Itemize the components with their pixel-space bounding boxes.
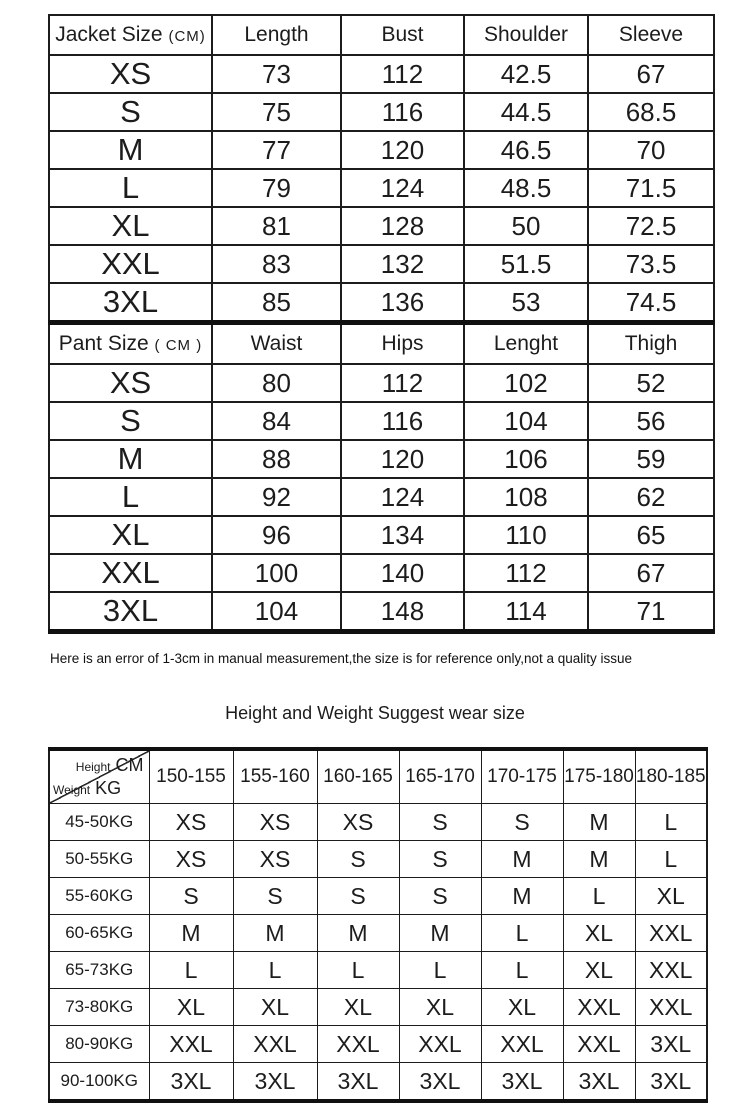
jacket-size-label: Jacket Size bbox=[55, 23, 163, 46]
table-row bbox=[49, 55, 714, 93]
pant-size-header bbox=[49, 323, 212, 365]
table-row bbox=[49, 131, 714, 169]
height-weight-diagonal-header bbox=[49, 749, 149, 804]
size-value-cell: 73.5 bbox=[588, 245, 714, 283]
table-row bbox=[49, 989, 707, 1026]
size-value-cell: 112 bbox=[341, 364, 464, 402]
jacket-size-unit: (CM) bbox=[168, 28, 206, 45]
suggested-size-cell: XL bbox=[635, 878, 707, 915]
suggested-size-cell: L bbox=[149, 952, 233, 989]
table-row bbox=[49, 207, 714, 245]
suggested-size-cell: M bbox=[399, 915, 481, 952]
suggested-size-cell: S bbox=[233, 878, 317, 915]
size-value-cell: 112 bbox=[464, 554, 588, 592]
size-value-cell: 71.5 bbox=[588, 169, 714, 207]
size-value-cell: 88 bbox=[212, 440, 341, 478]
size-value-cell: 120 bbox=[341, 131, 464, 169]
weight-corner-label bbox=[53, 778, 121, 799]
measurement-note: Here is an error of 1-3cm in manual measurement,the size is for reference only,not a quality issue bbox=[50, 651, 633, 666]
suggested-size-cell: 3XL bbox=[399, 1063, 481, 1102]
size-value-cell: 79 bbox=[212, 169, 341, 207]
suggested-size-cell: 3XL bbox=[635, 1026, 707, 1063]
size-value-cell: 51.5 bbox=[464, 245, 588, 283]
suggested-size-cell: XS bbox=[149, 841, 233, 878]
suggested-size-cell: L bbox=[233, 952, 317, 989]
suggested-size-cell: M bbox=[233, 915, 317, 952]
table-row bbox=[49, 915, 707, 952]
suggested-size-cell: L bbox=[563, 878, 635, 915]
suggested-size-cell: XXL bbox=[635, 915, 707, 952]
size-label: XL bbox=[49, 516, 212, 554]
size-value-cell: 73 bbox=[212, 55, 341, 93]
size-value-cell: 104 bbox=[212, 592, 341, 632]
size-label: S bbox=[49, 402, 212, 440]
suggested-size-cell: XXL bbox=[563, 989, 635, 1026]
column-header: Hips bbox=[341, 323, 464, 365]
size-value-cell: 102 bbox=[464, 364, 588, 402]
size-value-cell: 44.5 bbox=[464, 93, 588, 131]
weight-range-label: 73-80KG bbox=[49, 989, 149, 1026]
suggested-size-cell: XXL bbox=[317, 1026, 399, 1063]
suggested-size-cell: XL bbox=[317, 989, 399, 1026]
jacket-pant-size-table bbox=[48, 14, 715, 634]
size-value-cell: 128 bbox=[341, 207, 464, 245]
size-value-cell: 74.5 bbox=[588, 283, 714, 323]
suggested-size-cell: M bbox=[481, 878, 563, 915]
height-range-header: 160-165 bbox=[317, 749, 399, 804]
suggested-size-cell: S bbox=[399, 841, 481, 878]
column-header: Sleeve bbox=[588, 15, 714, 55]
size-value-cell: 110 bbox=[464, 516, 588, 554]
suggested-size-cell: L bbox=[635, 804, 707, 841]
suggested-size-cell: XL bbox=[481, 989, 563, 1026]
size-label: XXL bbox=[49, 245, 212, 283]
suggested-size-cell: XXL bbox=[481, 1026, 563, 1063]
suggested-size-cell: XL bbox=[563, 952, 635, 989]
size-value-cell: 46.5 bbox=[464, 131, 588, 169]
size-label: 3XL bbox=[49, 283, 212, 323]
size-value-cell: 80 bbox=[212, 364, 341, 402]
weight-unit: KG bbox=[95, 778, 122, 798]
suggested-size-cell: XL bbox=[149, 989, 233, 1026]
suggested-size-cell: XL bbox=[233, 989, 317, 1026]
suggested-size-cell: L bbox=[399, 952, 481, 989]
pant-size-unit: ( CM ) bbox=[154, 337, 203, 354]
column-header: Thigh bbox=[588, 323, 714, 365]
suggest-header-row bbox=[49, 749, 707, 804]
size-label: 3XL bbox=[49, 592, 212, 632]
suggest-table-title: Height and Weight Suggest wear size bbox=[225, 703, 525, 723]
weight-range-label: 90-100KG bbox=[49, 1063, 149, 1102]
column-header: Length bbox=[212, 15, 341, 55]
suggested-size-cell: XS bbox=[233, 841, 317, 878]
table-row bbox=[49, 1063, 707, 1102]
weight-range-label: 45-50KG bbox=[49, 804, 149, 841]
suggested-size-cell: 3XL bbox=[481, 1063, 563, 1102]
table-row bbox=[49, 952, 707, 989]
size-value-cell: 56 bbox=[588, 402, 714, 440]
table-row bbox=[49, 478, 714, 516]
height-range-header: 150-155 bbox=[149, 749, 233, 804]
table-row bbox=[49, 592, 714, 632]
height-weight-suggest-table bbox=[48, 747, 708, 1103]
size-value-cell: 108 bbox=[464, 478, 588, 516]
column-header: Bust bbox=[341, 15, 464, 55]
size-value-cell: 112 bbox=[341, 55, 464, 93]
suggested-size-cell: 3XL bbox=[233, 1063, 317, 1102]
size-value-cell: 116 bbox=[341, 93, 464, 131]
jacket-size-header bbox=[49, 15, 212, 55]
suggested-size-cell: S bbox=[317, 878, 399, 915]
size-value-cell: 71 bbox=[588, 592, 714, 632]
suggested-size-cell: 3XL bbox=[563, 1063, 635, 1102]
suggested-size-cell: XXL bbox=[149, 1026, 233, 1063]
jacket-header-row bbox=[49, 15, 714, 55]
suggested-size-cell: XL bbox=[563, 915, 635, 952]
weight-range-label: 80-90KG bbox=[49, 1026, 149, 1063]
height-corner-label bbox=[76, 755, 144, 776]
suggested-size-cell: L bbox=[481, 952, 563, 989]
size-value-cell: 92 bbox=[212, 478, 341, 516]
size-label: M bbox=[49, 131, 212, 169]
suggested-size-cell: M bbox=[563, 804, 635, 841]
suggested-size-cell: S bbox=[399, 804, 481, 841]
suggested-size-cell: 3XL bbox=[317, 1063, 399, 1102]
size-value-cell: 65 bbox=[588, 516, 714, 554]
size-label: XS bbox=[49, 55, 212, 93]
size-chart-page bbox=[0, 14, 750, 1117]
size-value-cell: 70 bbox=[588, 131, 714, 169]
size-value-cell: 83 bbox=[212, 245, 341, 283]
size-value-cell: 52 bbox=[588, 364, 714, 402]
size-value-cell: 134 bbox=[341, 516, 464, 554]
table-row bbox=[49, 283, 714, 323]
table-row bbox=[49, 402, 714, 440]
size-value-cell: 53 bbox=[464, 283, 588, 323]
size-value-cell: 67 bbox=[588, 55, 714, 93]
size-value-cell: 120 bbox=[341, 440, 464, 478]
suggested-size-cell: 3XL bbox=[635, 1063, 707, 1102]
table-row bbox=[49, 841, 707, 878]
suggested-size-cell: XS bbox=[233, 804, 317, 841]
height-range-header: 155-160 bbox=[233, 749, 317, 804]
size-value-cell: 50 bbox=[464, 207, 588, 245]
suggested-size-cell: S bbox=[149, 878, 233, 915]
pant-header-row bbox=[49, 323, 714, 365]
column-header: Shoulder bbox=[464, 15, 588, 55]
suggested-size-cell: XXL bbox=[563, 1026, 635, 1063]
height-range-header: 165-170 bbox=[399, 749, 481, 804]
size-value-cell: 148 bbox=[341, 592, 464, 632]
size-label: L bbox=[49, 169, 212, 207]
table-row bbox=[49, 440, 714, 478]
size-value-cell: 67 bbox=[588, 554, 714, 592]
suggested-size-cell: L bbox=[481, 915, 563, 952]
column-header: Waist bbox=[212, 323, 341, 365]
suggested-size-cell: XL bbox=[399, 989, 481, 1026]
size-label: XXL bbox=[49, 554, 212, 592]
size-value-cell: 100 bbox=[212, 554, 341, 592]
table-row bbox=[49, 554, 714, 592]
size-value-cell: 96 bbox=[212, 516, 341, 554]
size-value-cell: 72.5 bbox=[588, 207, 714, 245]
size-value-cell: 75 bbox=[212, 93, 341, 131]
suggested-size-cell: M bbox=[317, 915, 399, 952]
height-label: Height bbox=[75, 760, 111, 774]
height-range-header: 180-185 bbox=[635, 749, 707, 804]
suggested-size-cell: XXL bbox=[399, 1026, 481, 1063]
size-label: L bbox=[49, 478, 212, 516]
size-value-cell: 140 bbox=[341, 554, 464, 592]
size-value-cell: 77 bbox=[212, 131, 341, 169]
size-value-cell: 136 bbox=[341, 283, 464, 323]
height-range-header: 170-175 bbox=[481, 749, 563, 804]
size-value-cell: 81 bbox=[212, 207, 341, 245]
height-range-header: 175-180 bbox=[563, 749, 635, 804]
size-value-cell: 62 bbox=[588, 478, 714, 516]
table-row bbox=[49, 245, 714, 283]
table-row bbox=[49, 516, 714, 554]
size-value-cell: 114 bbox=[464, 592, 588, 632]
size-value-cell: 124 bbox=[341, 478, 464, 516]
table-row bbox=[49, 878, 707, 915]
size-label: M bbox=[49, 440, 212, 478]
suggested-size-cell: M bbox=[481, 841, 563, 878]
size-value-cell: 85 bbox=[212, 283, 341, 323]
size-value-cell: 48.5 bbox=[464, 169, 588, 207]
suggested-size-cell: XXL bbox=[635, 952, 707, 989]
weight-range-label: 65-73KG bbox=[49, 952, 149, 989]
weight-range-label: 50-55KG bbox=[49, 841, 149, 878]
suggested-size-cell: XXL bbox=[635, 989, 707, 1026]
table-row bbox=[49, 804, 707, 841]
size-label: S bbox=[49, 93, 212, 131]
table-row bbox=[49, 364, 714, 402]
size-value-cell: 84 bbox=[212, 402, 341, 440]
column-header: Lenght bbox=[464, 323, 588, 365]
size-value-cell: 124 bbox=[341, 169, 464, 207]
size-value-cell: 132 bbox=[341, 245, 464, 283]
table-row bbox=[49, 1026, 707, 1063]
weight-range-label: 60-65KG bbox=[49, 915, 149, 952]
suggested-size-cell: 3XL bbox=[149, 1063, 233, 1102]
suggested-size-cell: S bbox=[399, 878, 481, 915]
size-value-cell: 104 bbox=[464, 402, 588, 440]
size-value-cell: 42.5 bbox=[464, 55, 588, 93]
table-row bbox=[49, 93, 714, 131]
size-label: XS bbox=[49, 364, 212, 402]
suggested-size-cell: L bbox=[635, 841, 707, 878]
suggested-size-cell: L bbox=[317, 952, 399, 989]
suggested-size-cell: S bbox=[317, 841, 399, 878]
size-label: XL bbox=[49, 207, 212, 245]
pant-size-label: Pant Size bbox=[58, 332, 149, 355]
suggested-size-cell: XS bbox=[317, 804, 399, 841]
height-unit: CM bbox=[115, 755, 144, 775]
suggested-size-cell: XXL bbox=[233, 1026, 317, 1063]
suggested-size-cell: M bbox=[563, 841, 635, 878]
weight-range-label: 55-60KG bbox=[49, 878, 149, 915]
table-row bbox=[49, 169, 714, 207]
suggested-size-cell: S bbox=[481, 804, 563, 841]
size-value-cell: 116 bbox=[341, 402, 464, 440]
suggested-size-cell: M bbox=[149, 915, 233, 952]
size-value-cell: 59 bbox=[588, 440, 714, 478]
weight-label: Weight bbox=[53, 783, 91, 797]
suggested-size-cell: XS bbox=[149, 804, 233, 841]
size-value-cell: 106 bbox=[464, 440, 588, 478]
size-value-cell: 68.5 bbox=[588, 93, 714, 131]
